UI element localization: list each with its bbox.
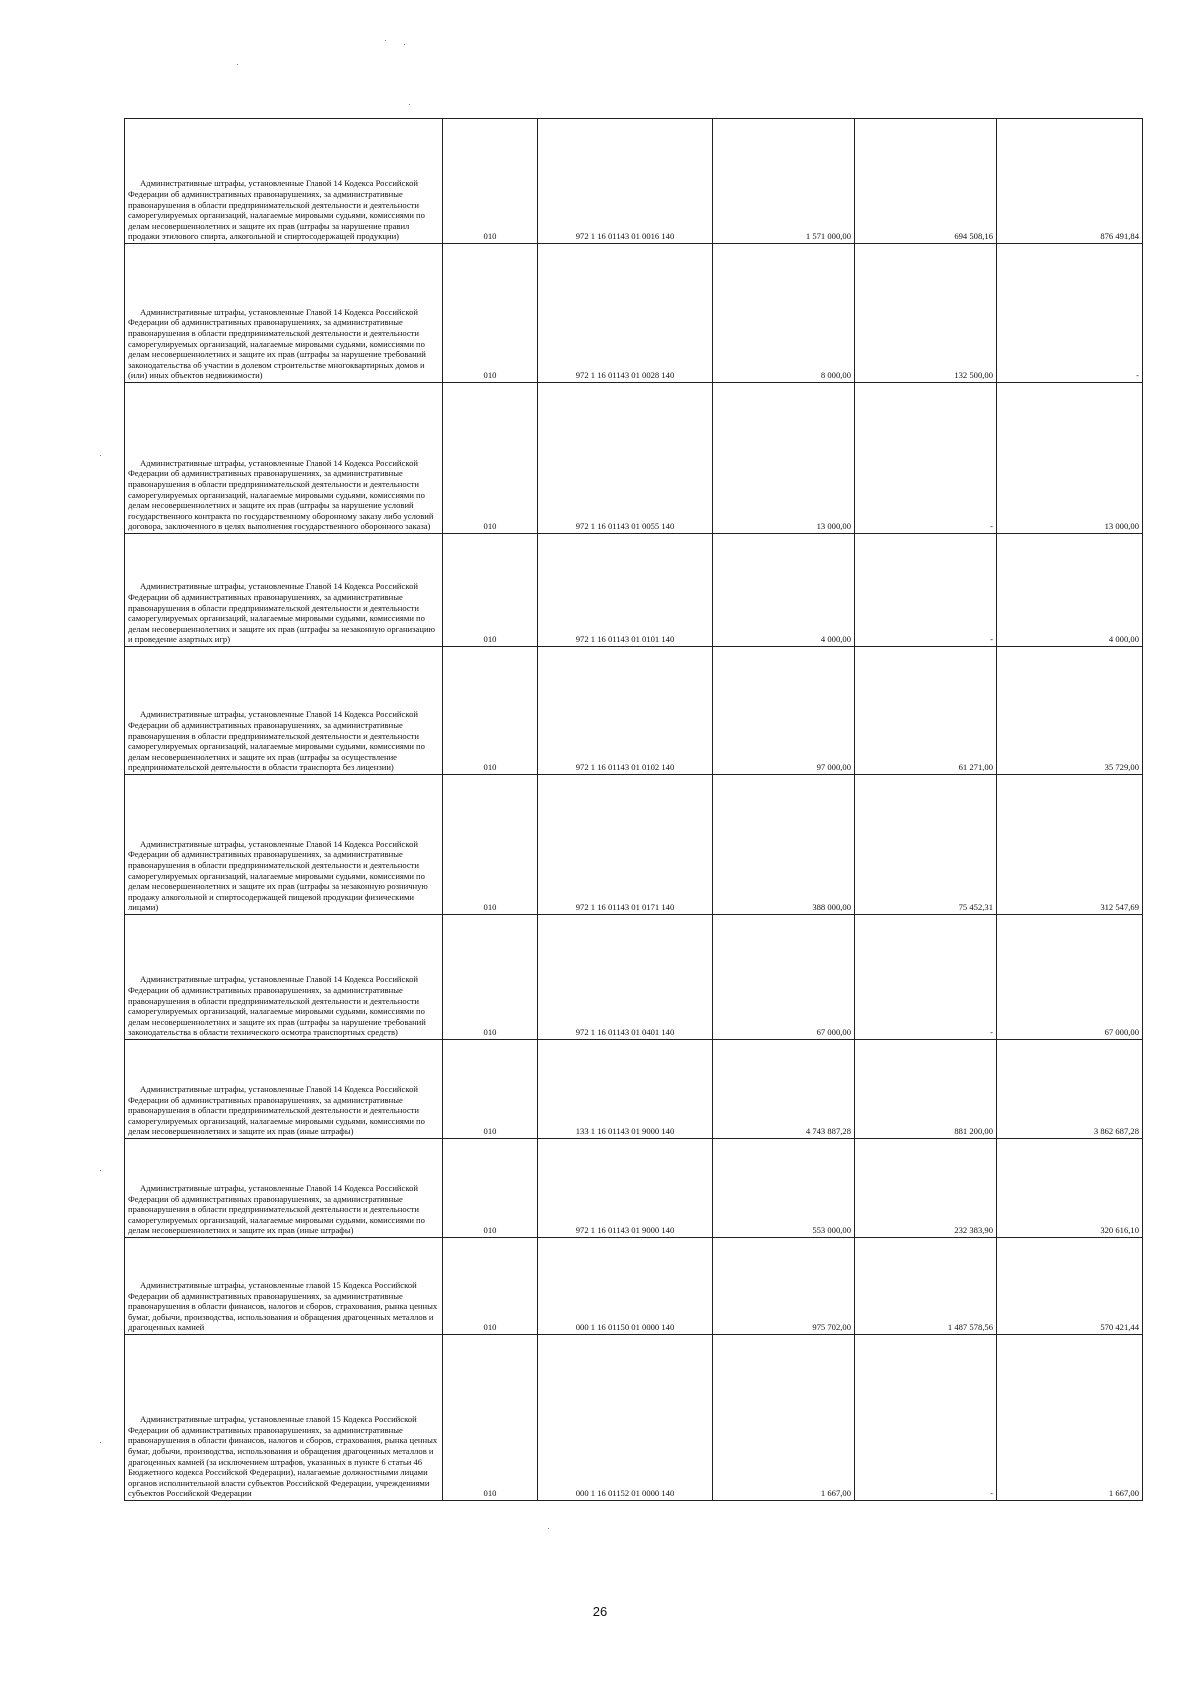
row-value-1: 4 000,00	[713, 534, 855, 647]
page-number: 26	[592, 1604, 608, 1619]
row-name: Административные штрафы, установленные Главой 14 Кодекса Российской Федерации об административных правонарушениях, за административные правонарушения в области предпринимательской деятельности и деятельности саморегулируемых организаций, налагаемые мировыми судьями, комиссиями по делам несовершеннолетних и защите их прав (штрафы за нарушение требований законодательства в области технического осмотра транспортных средств)	[128, 974, 426, 1038]
row-line-code: 010	[443, 1238, 538, 1335]
table-row	[125, 647, 1143, 775]
row-value-3: 312 547,69	[997, 775, 1143, 915]
row-value-2: 1 487 578,56	[855, 1238, 997, 1335]
scan-speck	[100, 1442, 101, 1443]
row-value-2: 232 383,90	[855, 1139, 997, 1238]
row-name: Административные штрафы, установленные Главой 14 Кодекса Российской Федерации об административных правонарушениях, за административные правонарушения в области предпринимательской деятельности и деятельности саморегулируемых организаций, налагаемые мировыми судьями, комиссиями по делам несовершеннолетних и защите их прав (штрафы за нарушение правил продажи этилового спирта, алкогольной и спиртосодержащей продукции)	[128, 178, 425, 242]
table-row	[125, 244, 1143, 383]
row-value-3: 320 616,10	[997, 1139, 1143, 1238]
row-kbk-code: 972 1 16 01143 01 0171 140	[538, 775, 713, 915]
table-row	[125, 119, 1143, 244]
row-line-code: 010	[443, 244, 538, 383]
scan-speck	[237, 64, 238, 65]
row-kbk-code: 000 1 16 01150 01 0000 140	[538, 1238, 713, 1335]
row-kbk-code: 972 1 16 01143 01 0401 140	[538, 915, 713, 1040]
row-name-cell	[125, 119, 443, 244]
row-name-cell	[125, 647, 443, 775]
table-row	[125, 1238, 1143, 1335]
row-value-2: 132 500,00	[855, 244, 997, 383]
row-name-cell	[125, 915, 443, 1040]
table-row	[125, 534, 1143, 647]
scan-speck	[409, 104, 410, 105]
row-line-code: 010	[443, 119, 538, 244]
row-name: Административные штрафы, установленные Главой 14 Кодекса Российской Федерации об административных правонарушениях, за административные правонарушения в области предпринимательской деятельности и деятельности саморегулируемых организаций, налагаемые мировыми судьями, комиссиями по делам несовершеннолетних и защите их прав (штрафы за незаконную организацию и проведение азартных игр)	[128, 581, 435, 645]
row-value-1: 1 571 000,00	[713, 119, 855, 244]
row-value-1: 67 000,00	[713, 915, 855, 1040]
table-row	[125, 1335, 1143, 1501]
row-kbk-code: 972 1 16 01143 01 9000 140	[538, 1139, 713, 1238]
row-name-cell	[125, 534, 443, 647]
row-name: Административные штрафы, установленные Главой 14 Кодекса Российской Федерации об административных правонарушениях, за административные правонарушения в области предпринимательской деятельности и деятельности саморегулируемых организаций, налагаемые мировыми судьями, комиссиями по делам несовершеннолетних и защите их прав (штрафы за нарушение условий государственного контракта по государственному оборонному заказу либо условий договора, заключенного в целях выполнения государственного оборонного заказа)	[128, 457, 434, 532]
row-value-1: 553 000,00	[713, 1139, 855, 1238]
scan-speck	[100, 1170, 101, 1171]
scan-speck	[100, 455, 101, 456]
row-name: Административные штрафы, установленные Главой 14 Кодекса Российской Федерации об административных правонарушениях, за административные правонарушения в области предпринимательской деятельности и деятельности саморегулируемых организаций, налагаемые мировыми судьями, комиссиями по делам несовершеннолетних и защите их прав (иные штрафы)	[128, 1084, 425, 1137]
row-value-3: 3 862 687,28	[997, 1040, 1143, 1139]
row-value-1: 388 000,00	[713, 775, 855, 915]
row-value-2: 61 271,00	[855, 647, 997, 775]
row-line-code: 010	[443, 383, 538, 534]
row-value-3: 35 729,00	[997, 647, 1143, 775]
row-kbk-code: 972 1 16 01143 01 0028 140	[538, 244, 713, 383]
row-kbk-code: 972 1 16 01143 01 0102 140	[538, 647, 713, 775]
row-name-cell	[125, 1139, 443, 1238]
revenue-table	[124, 118, 1143, 1501]
row-value-1: 1 667,00	[713, 1335, 855, 1501]
row-line-code: 010	[443, 1139, 538, 1238]
row-name-cell	[125, 1238, 443, 1335]
row-value-3: 876 491,84	[997, 119, 1143, 244]
row-value-2: 694 508,16	[855, 119, 997, 244]
table-row	[125, 383, 1143, 534]
row-name: Административные штрафы, установленные Главой 14 Кодекса Российской Федерации об административных правонарушениях, за административные правонарушения в области предпринимательской деятельности и деятельности саморегулируемых организаций, налагаемые мировыми судьями, комиссиями по делам несовершеннолетних и защите их прав (штрафы за нарушение требований законодательства об участии в долевом строительстве многоквартирных домов и (или) иных объектов недвижимости)	[128, 306, 426, 381]
row-value-3: 13 000,00	[997, 383, 1143, 534]
row-value-3: 570 421,44	[997, 1238, 1143, 1335]
row-line-code: 010	[443, 915, 538, 1040]
row-value-1: 4 743 887,28	[713, 1040, 855, 1139]
row-value-2: -	[855, 534, 997, 647]
row-line-code: 010	[443, 647, 538, 775]
row-value-3: -	[997, 244, 1143, 383]
row-name-cell	[125, 775, 443, 915]
row-line-code: 010	[443, 775, 538, 915]
row-kbk-code: 133 1 16 01143 01 9000 140	[538, 1040, 713, 1139]
row-value-3: 1 667,00	[997, 1335, 1143, 1501]
scan-speck	[404, 44, 405, 45]
row-kbk-code: 000 1 16 01152 01 0000 140	[538, 1335, 713, 1501]
row-value-2: 881 200,00	[855, 1040, 997, 1139]
row-value-1: 13 000,00	[713, 383, 855, 534]
row-name-cell	[125, 244, 443, 383]
row-name: Административные штрафы, установленные Главой 14 Кодекса Российской Федерации об административных правонарушениях, за административные правонарушения в области предпринимательской деятельности и деятельности саморегулируемых организаций, налагаемые мировыми судьями, комиссиями по делам несовершеннолетних и защите их прав (иные штрафы)	[128, 1183, 425, 1236]
row-value-2: -	[855, 1335, 997, 1501]
row-name: Административные штрафы, установленные Главой 14 Кодекса Российской Федерации об административных правонарушениях, за административные правонарушения в области предпринимательской деятельности и деятельности саморегулируемых организаций, налагаемые мировыми судьями, комиссиями по делам несовершеннолетних и защите их прав (штрафы за осуществление предпринимательской деятельности в области транспорта без лицензии)	[128, 709, 425, 773]
row-line-code: 010	[443, 1040, 538, 1139]
scan-speck	[548, 1528, 549, 1529]
row-name: Административные штрафы, установленные Главой 14 Кодекса Российской Федерации об административных правонарушениях, за административные правонарушения в области предпринимательской деятельности и деятельности саморегулируемых организаций, налагаемые мировыми судьями, комиссиями по делам несовершеннолетних и защите их прав (штрафы за незаконную розничную продажу алкогольной и спиртосодержащей пищевой продукции физическими лицами)	[128, 838, 428, 913]
table-row	[125, 1040, 1143, 1139]
row-kbk-code: 972 1 16 01143 01 0016 140	[538, 119, 713, 244]
row-value-2: -	[855, 383, 997, 534]
row-name-cell	[125, 383, 443, 534]
revenue-table-body	[125, 119, 1143, 1501]
row-line-code: 010	[443, 534, 538, 647]
table-row	[125, 915, 1143, 1040]
row-kbk-code: 972 1 16 01143 01 0055 140	[538, 383, 713, 534]
table-row	[125, 775, 1143, 915]
row-name-cell	[125, 1335, 443, 1501]
row-value-1: 97 000,00	[713, 647, 855, 775]
row-value-2: 75 452,31	[855, 775, 997, 915]
row-name: Административные штрафы, установленные главой 15 Кодекса Российской Федерации об административных правонарушениях, за административные правонарушения в области финансов, налогов и сборов, страхования, рынка ценных бумаг, добычи, производства, использования и обращения драгоценных металлов и драгоценных камней	[128, 1280, 438, 1333]
row-name: Административные штрафы, установленные главой 15 Кодекса Российской Федерации об административных правонарушениях, за административные правонарушения в области финансов, налогов и сборов, страхования, рынка ценных бумаг, добычи, производства, использования и обращения драгоценных металлов и драгоценных камней (за исключением штрафов, указанных в пункте 6 статьи 46 Бюджетного кодекса Российской Федерации), налагаемые должностными лицами органов исполнительной власти субъектов Российской Федерации, учреждениями субъектов Российской Федерации	[128, 1414, 438, 1499]
row-value-1: 8 000,00	[713, 244, 855, 383]
row-value-2: -	[855, 915, 997, 1040]
row-value-3: 67 000,00	[997, 915, 1143, 1040]
table-row	[125, 1139, 1143, 1238]
scan-speck	[385, 40, 386, 41]
row-value-1: 975 702,00	[713, 1238, 855, 1335]
row-line-code: 010	[443, 1335, 538, 1501]
row-kbk-code: 972 1 16 01143 01 0101 140	[538, 534, 713, 647]
row-name-cell	[125, 1040, 443, 1139]
row-value-3: 4 000,00	[997, 534, 1143, 647]
